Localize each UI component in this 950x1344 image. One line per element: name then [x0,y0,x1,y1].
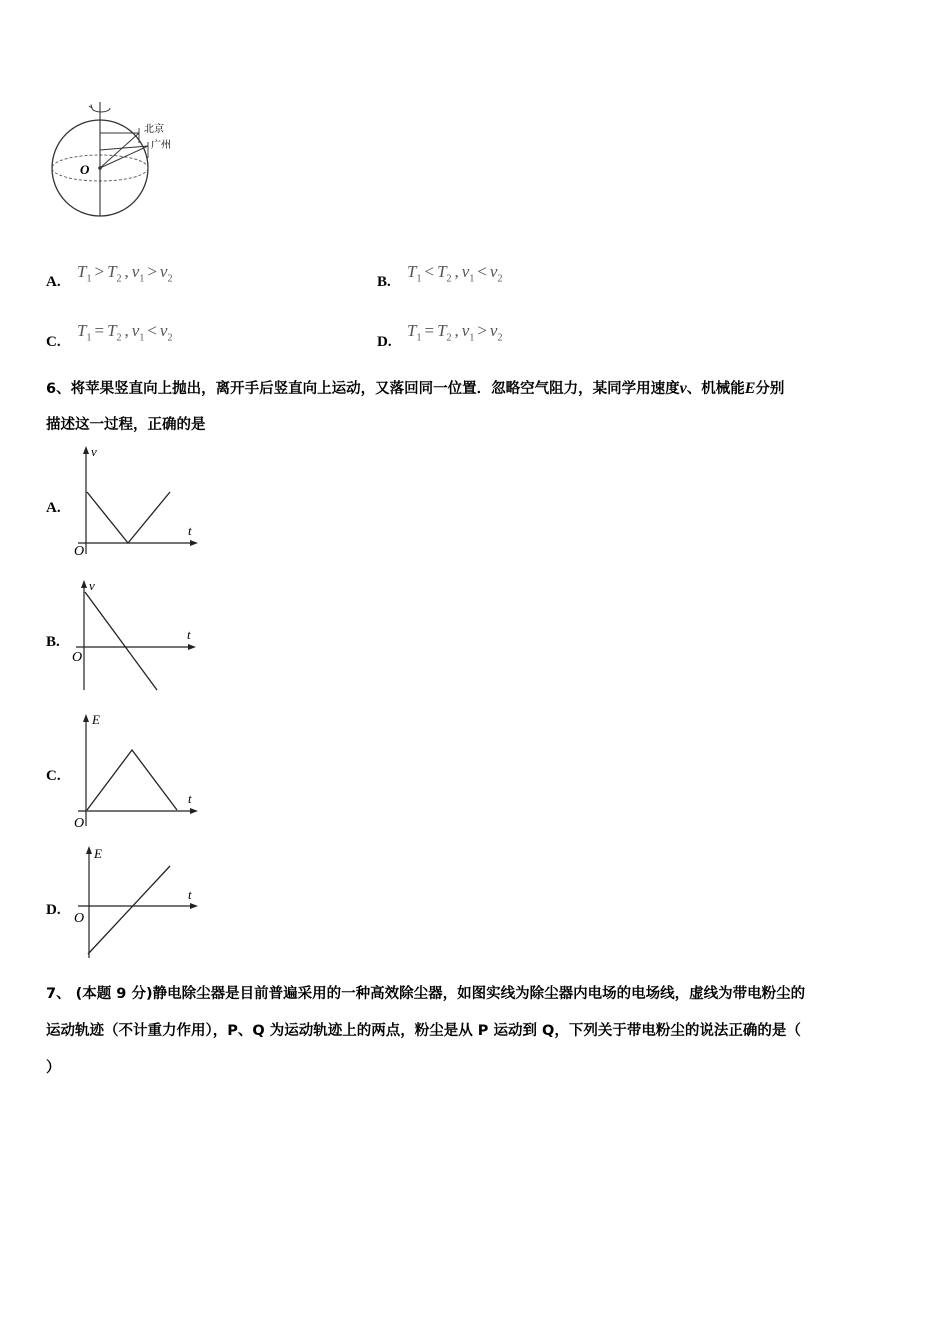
globe-center-label: O [80,162,90,177]
label-guangzhou: 广州 [151,140,171,151]
q6-d-x-axis-label: t [188,887,192,902]
q6-d-origin-label: O [74,911,85,926]
q6-graph-d[interactable] [70,844,202,960]
q6-b-origin-label: O [72,650,83,665]
label-beijing: 北京 [144,124,164,135]
globe-figure [44,98,184,228]
q6-graph-b[interactable] [70,578,202,692]
q7-stem-line2: 运动轨迹（不计重力作用），P、Q 为运动轨迹上的两点，粉尘是从 P 运动到 Q，下列关于带电粉尘的说法正确的是（ [46,1023,801,1039]
q7-stem-line3: ） [46,1060,61,1076]
q6-option-a-label[interactable]: A. [46,500,61,516]
q6-b-x-axis-label: t [187,627,191,642]
q6-graph-c[interactable] [70,712,202,830]
q6-c-origin-label: O [74,816,85,830]
q5-option-b-label[interactable]: B. [377,274,391,290]
q6-c-y-axis-label: E [92,712,100,727]
q5-option-a-label[interactable]: A. [46,274,61,290]
q6-a-x-axis-label: t [188,523,192,538]
q6-a-y-axis-label: v [91,444,97,459]
q6-stem-line2: 描述这一过程，正确的是 [46,417,206,433]
q5-option-b-formula[interactable]: $T_1 < T_2$ , $v_1 < v_2$ [407,262,503,285]
q6-graph-a[interactable] [70,444,202,556]
q6-stem-line1: 6、将苹果竖直向上抛出，离开手后竖直向上运动，又落回同一位置．忽略空气阻力，某同学用速度v、机械能E分别 [46,380,785,397]
q6-b-y-axis-label: v [89,578,95,593]
q6-d-y-axis-label: E [94,846,102,861]
q5-option-a-formula[interactable]: $T_1 > T_2$ , $v_1 > v_2$ [77,262,173,285]
q5-option-d-label[interactable]: D. [377,334,392,350]
q6-option-c-label[interactable]: C. [46,768,61,784]
q6-option-d-label[interactable]: D. [46,902,61,918]
q6-c-x-axis-label: t [188,791,192,806]
q5-option-d-formula[interactable]: $T_1 = T_2$ , $v_1 > v_2$ [407,321,503,344]
q7-stem-line1: 7、 (本题 9 分)静电除尘器是目前普遍采用的一种高效除尘器，如图实线为除尘器内电场的电场线，虚线为带电粉尘的 [46,986,806,1002]
q5-option-c-formula[interactable]: $T_1 = T_2$ , $v_1 < v_2$ [77,321,173,344]
q6-a-origin-label: O [74,544,85,556]
q6-option-b-label[interactable]: B. [46,634,60,650]
q5-option-c-label[interactable]: C. [46,334,61,350]
